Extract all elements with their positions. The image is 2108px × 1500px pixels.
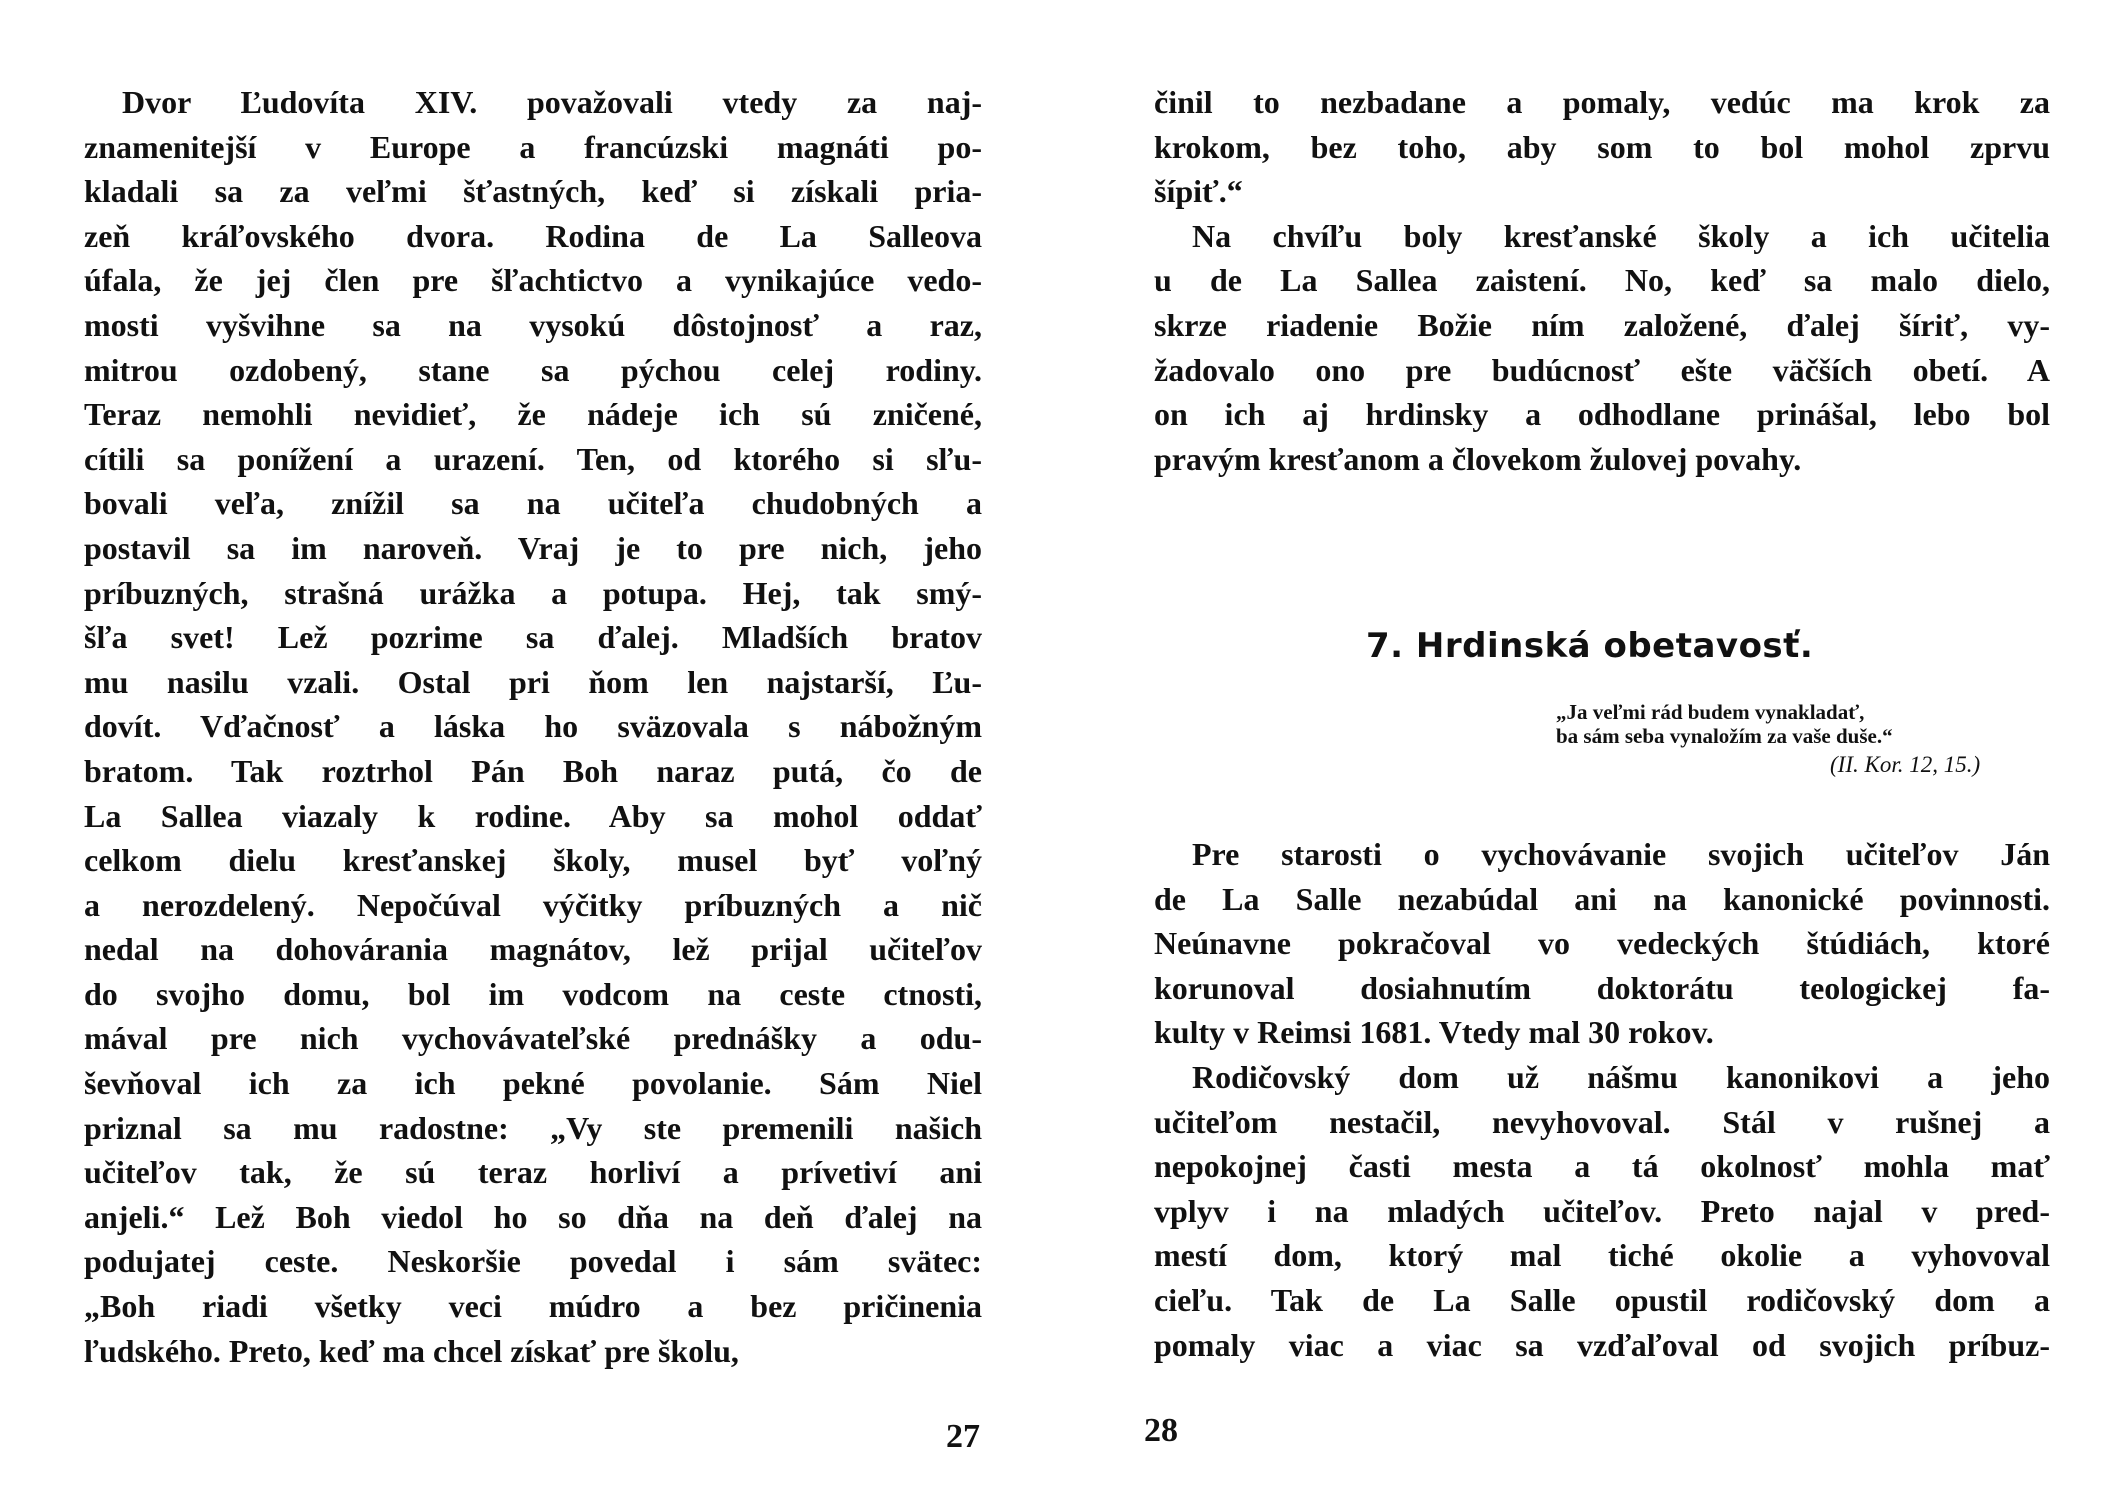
- text-line: mosti vyšvihne sa na vysokú dôstojnosť a raz,: [84, 306, 982, 343]
- left-page-text: [84, 80, 982, 1373]
- text-line: šľa svet! Lež pozrime sa ďalej. Mladších bratov: [84, 619, 982, 656]
- text-line: priznal sa mu radostne: „Vy ste premenili našich: [84, 1109, 982, 1146]
- text-line: La Sallea viazaly k rodine. Aby sa mohol oddať: [84, 797, 982, 834]
- text-line: anjeli.“ Lež Boh viedol ho so dňa na deň ďalej na: [84, 1198, 982, 1235]
- text-line: Pre starosti o vychovávanie svojich učiteľov Ján: [1192, 836, 2050, 872]
- text-line: ševňoval ich za ich pekné povolanie. Sám Niel: [84, 1065, 982, 1102]
- text-line: „Boh riadi všetky veci múdro a bez pričinenia: [84, 1288, 982, 1325]
- text-line: Teraz nemohli nevidieť, že nádeje ich sú zničené,: [84, 396, 982, 433]
- text-line: žadovalo ono pre budúcnosť ešte väčších obetí. A: [1154, 351, 2050, 388]
- text-line: šípiť.“: [1154, 173, 1243, 210]
- text-line: znamenitejší v Europe a francúzski magnáti po-: [84, 128, 982, 165]
- text-line: Na chvíľu boly kresťanské školy a ich učitelia: [1192, 217, 2050, 254]
- text-line: vplyv i na mladých učiteľov. Preto najal v pred-: [1154, 1192, 2050, 1229]
- text-line: bovali veľa, znížil sa na učiteľa chudobných a: [84, 485, 982, 522]
- text-line: kulty v Reimsi 1681. Vtedy mal 30 rokov.: [1154, 1014, 1714, 1051]
- text-line: de La Salle nezabúdal ani na kanonické povinnosti.: [1154, 880, 2050, 917]
- text-line: krokom, bez toho, aby som to bol mohol zprvu: [1154, 128, 2050, 165]
- right-page: [1054, 0, 2108, 1500]
- right-page-top-text: [1154, 80, 2050, 481]
- text-line: celkom dielu kresťanskej školy, musel byť voľný: [84, 842, 982, 879]
- chapter-heading: 7. Hrdinská obetavosť.: [1366, 626, 1814, 666]
- text-line: príbuzných, strašná urážka a potupa. Hej, tak smý-: [84, 574, 982, 611]
- text-line: úfala, že jej člen pre šľachtictvo a vynikajúce vedo-: [84, 262, 982, 299]
- text-line: ľudského. Preto, keď ma chcel získať pre školu,: [84, 1332, 739, 1369]
- text-line: mitrou ozdobený, stane sa pýchou celej rodiny.: [84, 351, 982, 388]
- text-line: kladali sa za veľmi šťastných, keď si získali pria-: [84, 173, 982, 210]
- text-line: mestí dom, ktorý mal tiché okolie a vyhovoval: [1154, 1237, 2050, 1274]
- text-line: mu nasilu vzali. Ostal pri ňom len najstarší, Ľu-: [84, 663, 982, 700]
- text-line: pomaly viac a viac sa vzďaľoval od svojich príbuz-: [1154, 1326, 2050, 1363]
- page-number-right: 28: [1144, 1412, 1178, 1449]
- epigraph-line-2: ba sám seba vynaložím za vaše duše.“: [1556, 724, 1893, 748]
- text-line: a nerozdelený. Nepočúval výčitky príbuzných a nič: [84, 886, 982, 923]
- text-line: zeň kráľovského dvora. Rodina de La Salleova: [84, 217, 982, 254]
- text-line: Rodičovský dom už nášmu kanonikovi a jeho: [1192, 1058, 2050, 1095]
- page-number-left: 27: [946, 1418, 980, 1455]
- text-line: nedal na dohovárania magnátov, lež prijal učiteľov: [84, 931, 982, 968]
- text-line: on ich aj hrdinsky a odhodlane prinášal, lebo bol: [1154, 396, 2050, 433]
- text-line: pravým kresťanom a človekom žulovej povahy.: [1154, 440, 1802, 477]
- text-line: nepokojnej časti mesta a tá okolnosť mohla mať: [1154, 1148, 2050, 1185]
- epigraph-reference: (II. Kor. 12, 15.): [1830, 752, 1981, 777]
- text-line: učiteľov tak, že sú teraz horliví a prívetiví ani: [84, 1154, 982, 1191]
- text-line: učiteľom nestačil, nevyhovoval. Stál v rušnej a: [1154, 1103, 2050, 1140]
- text-line: dovít. Vďačnosť a láska ho sväzovala s nábožným: [84, 708, 982, 745]
- text-line: činil to nezbadane a pomaly, vedúc ma krok za: [1154, 84, 2050, 120]
- text-line: u de La Sallea zaistení. No, keď sa malo dielo,: [1154, 262, 2050, 299]
- text-line: postavil sa im naroveň. Vraj je to pre nich, jeho: [84, 529, 982, 566]
- text-line: do svojho domu, bol im vodcom na ceste ctnosti,: [84, 975, 982, 1012]
- text-line: cítili sa ponížení a urazení. Ten, od ktorého si sľu-: [84, 440, 982, 477]
- text-line: bratom. Tak roztrhol Pán Boh naraz putá, čo de: [84, 752, 982, 789]
- text-line: mával pre nich vychovávateľské prednášky a odu-: [84, 1020, 982, 1057]
- text-line: Neúnavne pokračoval vo vedeckých štúdiách, ktoré: [1154, 925, 2050, 962]
- epigraph-line-1: „Ja veľmi rád budem vynakladať,: [1556, 700, 1865, 724]
- right-page-bottom-text: [1154, 832, 2050, 1367]
- text-line: skrze riadenie Božie ním založené, ďalej šíriť, vy-: [1154, 306, 2050, 343]
- text-line: Dvor Ľudovíta XIV. považovali vtedy za naj-: [122, 84, 982, 120]
- text-line: podujatej ceste. Neskoršie povedal i sám svätec:: [84, 1243, 982, 1280]
- text-line: korunoval dosiahnutím doktorátu teologickej fa-: [1154, 969, 2050, 1006]
- text-line: cieľu. Tak de La Salle opustil rodičovský dom a: [1154, 1281, 2050, 1318]
